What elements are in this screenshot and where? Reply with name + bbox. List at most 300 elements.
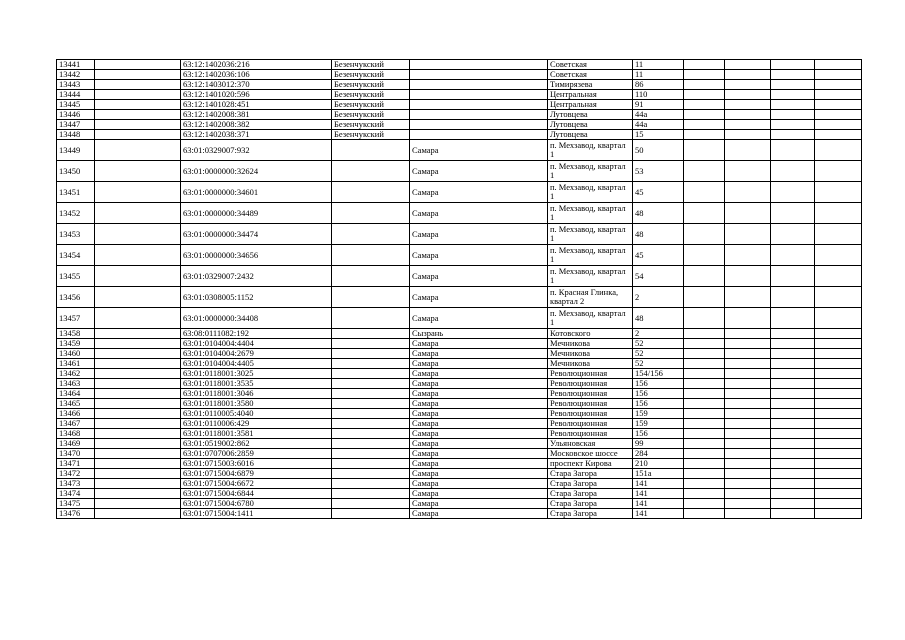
cell-id: 13442	[57, 70, 95, 80]
cell-blank-e	[815, 182, 862, 203]
cell-blank-d	[771, 389, 815, 399]
cell-blank-c	[725, 449, 771, 459]
cell-district: Безенчукский	[332, 80, 410, 90]
cell-district	[332, 349, 410, 359]
cell-house: 141	[633, 479, 684, 489]
cell-house: 2	[633, 329, 684, 339]
cell-id: 13441	[57, 60, 95, 70]
cell-street: Центральная	[548, 100, 633, 110]
cell-id: 13453	[57, 224, 95, 245]
cell-city: Самара	[410, 266, 548, 287]
cell-blank-e	[815, 339, 862, 349]
cell-id: 13448	[57, 130, 95, 140]
cell-id: 13446	[57, 110, 95, 120]
cell-house: 11	[633, 70, 684, 80]
table-body	[57, 60, 862, 519]
cell-city: Самара	[410, 489, 548, 499]
cell-blank-e	[815, 429, 862, 439]
cell-blank-b	[684, 449, 725, 459]
cell-cadastral: 63:01:0110005:4040	[181, 409, 332, 419]
cell-blank-e	[815, 60, 862, 70]
table-row	[57, 369, 862, 379]
table-row	[57, 90, 862, 100]
table-row	[57, 359, 862, 369]
cell-blank-c	[725, 70, 771, 80]
cell-cadastral: 63:01:0715004:6879	[181, 469, 332, 479]
cell-district	[332, 266, 410, 287]
cell-id: 13443	[57, 80, 95, 90]
cell-blank-b	[684, 339, 725, 349]
cell-district	[332, 203, 410, 224]
cell-city: Самара	[410, 459, 548, 469]
cell-district	[332, 140, 410, 161]
cell-blank-a	[95, 509, 181, 519]
cell-blank-c	[725, 329, 771, 339]
table-row	[57, 449, 862, 459]
cell-city: Самара	[410, 409, 548, 419]
cell-blank-e	[815, 509, 862, 519]
cell-blank-e	[815, 100, 862, 110]
cell-cadastral: 63:01:0104004:4404	[181, 339, 332, 349]
cell-house: 2	[633, 287, 684, 308]
cell-district: Безенчукский	[332, 130, 410, 140]
cell-blank-e	[815, 489, 862, 499]
cell-street: Мечникова	[548, 349, 633, 359]
cell-blank-b	[684, 379, 725, 389]
table-row	[57, 439, 862, 449]
cell-blank-e	[815, 349, 862, 359]
cell-blank-a	[95, 379, 181, 389]
table-row	[57, 203, 862, 224]
cell-id: 13460	[57, 349, 95, 359]
cell-street: Тимирязева	[548, 80, 633, 90]
cell-district	[332, 329, 410, 339]
cell-blank-b	[684, 161, 725, 182]
cell-blank-d	[771, 349, 815, 359]
cell-blank-c	[725, 489, 771, 499]
cell-blank-c	[725, 130, 771, 140]
cell-blank-a	[95, 120, 181, 130]
cell-blank-c	[725, 80, 771, 90]
cell-street: Стара Загора	[548, 489, 633, 499]
cell-cadastral: 63:01:0519002:862	[181, 439, 332, 449]
table-row	[57, 60, 862, 70]
cell-street: Революционная	[548, 429, 633, 439]
cell-blank-a	[95, 499, 181, 509]
cell-blank-e	[815, 399, 862, 409]
cell-district	[332, 499, 410, 509]
cell-blank-d	[771, 245, 815, 266]
cell-house: 91	[633, 100, 684, 110]
cell-house: 159	[633, 409, 684, 419]
cell-house: 44а	[633, 110, 684, 120]
cell-street: Котовского	[548, 329, 633, 339]
cell-street: Революционная	[548, 389, 633, 399]
cell-blank-b	[684, 245, 725, 266]
cell-cadastral: 63:01:0118001:3025	[181, 369, 332, 379]
cell-blank-a	[95, 224, 181, 245]
cell-blank-a	[95, 110, 181, 120]
cell-street: Центральная	[548, 90, 633, 100]
cell-cadastral: 63:01:0118001:3580	[181, 399, 332, 409]
cell-street: п. Красная Глинка, квартал 2	[548, 287, 633, 308]
cell-blank-a	[95, 399, 181, 409]
cell-district	[332, 308, 410, 329]
cell-blank-e	[815, 439, 862, 449]
cell-blank-b	[684, 469, 725, 479]
cell-id: 13466	[57, 409, 95, 419]
cell-blank-e	[815, 308, 862, 329]
cell-blank-a	[95, 245, 181, 266]
cell-blank-a	[95, 409, 181, 419]
cell-city: Самара	[410, 359, 548, 369]
cell-street: п. Мехзавод, квартал 1	[548, 266, 633, 287]
cell-district: Безенчукский	[332, 90, 410, 100]
cell-blank-d	[771, 266, 815, 287]
cell-house: 15	[633, 130, 684, 140]
table-row	[57, 419, 862, 429]
cell-blank-a	[95, 203, 181, 224]
cell-cadastral: 63:12:1403012:370	[181, 80, 332, 90]
cell-blank-d	[771, 161, 815, 182]
cell-cadastral: 63:01:0715004:1411	[181, 509, 332, 519]
cell-street: Советская	[548, 60, 633, 70]
cell-city: Самара	[410, 429, 548, 439]
cell-id: 13447	[57, 120, 95, 130]
cell-blank-a	[95, 359, 181, 369]
cell-blank-d	[771, 479, 815, 489]
cell-id: 13470	[57, 449, 95, 459]
cell-city: Самара	[410, 182, 548, 203]
cell-blank-b	[684, 120, 725, 130]
cell-blank-e	[815, 419, 862, 429]
cell-cadastral: 63:01:0715004:6844	[181, 489, 332, 499]
cell-blank-d	[771, 419, 815, 429]
cell-blank-b	[684, 399, 725, 409]
cell-blank-b	[684, 182, 725, 203]
table-row	[57, 70, 862, 80]
cell-blank-b	[684, 70, 725, 80]
cell-blank-e	[815, 224, 862, 245]
cell-blank-d	[771, 509, 815, 519]
cell-street: Революционная	[548, 379, 633, 389]
cell-blank-b	[684, 308, 725, 329]
cell-blank-a	[95, 369, 181, 379]
table-row	[57, 130, 862, 140]
cell-blank-e	[815, 329, 862, 339]
cell-house: 54	[633, 266, 684, 287]
cell-cadastral: 63:01:0000000:34489	[181, 203, 332, 224]
cell-house: 141	[633, 489, 684, 499]
cell-street: Мечникова	[548, 339, 633, 349]
cell-city: Самара	[410, 509, 548, 519]
cell-blank-d	[771, 399, 815, 409]
cell-street: проспект Кирова	[548, 459, 633, 469]
cell-blank-e	[815, 499, 862, 509]
cell-blank-b	[684, 509, 725, 519]
cell-blank-a	[95, 60, 181, 70]
cell-id: 13456	[57, 287, 95, 308]
cell-city: Самара	[410, 339, 548, 349]
cell-id: 13476	[57, 509, 95, 519]
cell-cadastral: 63:01:0000000:32624	[181, 161, 332, 182]
cell-blank-c	[725, 429, 771, 439]
cell-id: 13474	[57, 489, 95, 499]
cell-blank-b	[684, 479, 725, 489]
cell-blank-d	[771, 80, 815, 90]
cell-city: Самара	[410, 449, 548, 459]
table-row	[57, 479, 862, 489]
cell-house: 86	[633, 80, 684, 90]
table-row	[57, 224, 862, 245]
cell-blank-a	[95, 489, 181, 499]
cell-city	[410, 80, 548, 90]
cell-cadastral: 63:01:0308005:1152	[181, 287, 332, 308]
cell-blank-b	[684, 203, 725, 224]
cell-city	[410, 130, 548, 140]
cell-district	[332, 449, 410, 459]
cell-cadastral: 63:01:0104004:2679	[181, 349, 332, 359]
cell-id: 13462	[57, 369, 95, 379]
table-row	[57, 489, 862, 499]
cell-district	[332, 489, 410, 499]
cell-blank-c	[725, 409, 771, 419]
cell-cadastral: 63:01:0715004:6672	[181, 479, 332, 489]
cell-house: 52	[633, 359, 684, 369]
cell-city: Самара	[410, 245, 548, 266]
cell-blank-c	[725, 359, 771, 369]
cell-blank-b	[684, 100, 725, 110]
cell-house: 45	[633, 245, 684, 266]
cell-blank-d	[771, 499, 815, 509]
cell-district	[332, 479, 410, 489]
cell-blank-d	[771, 359, 815, 369]
cell-blank-a	[95, 439, 181, 449]
cell-id: 13454	[57, 245, 95, 266]
cell-blank-d	[771, 459, 815, 469]
table-row	[57, 266, 862, 287]
cell-blank-a	[95, 182, 181, 203]
cell-district	[332, 182, 410, 203]
property-table	[56, 59, 862, 519]
cell-city: Самара	[410, 419, 548, 429]
table-row	[57, 287, 862, 308]
table-row	[57, 182, 862, 203]
cell-cadastral: 63:01:0118001:3535	[181, 379, 332, 389]
cell-blank-a	[95, 308, 181, 329]
cell-blank-b	[684, 389, 725, 399]
cell-street: Ульяновская	[548, 439, 633, 449]
cell-id: 13459	[57, 339, 95, 349]
cell-blank-a	[95, 329, 181, 339]
table-row	[57, 120, 862, 130]
table-row	[57, 399, 862, 409]
cell-cadastral: 63:01:0715003:6016	[181, 459, 332, 469]
cell-blank-e	[815, 449, 862, 459]
table-row	[57, 339, 862, 349]
cell-house: 53	[633, 161, 684, 182]
table-row	[57, 389, 862, 399]
cell-blank-c	[725, 469, 771, 479]
cell-id: 13444	[57, 90, 95, 100]
cell-cadastral: 63:01:0329007:932	[181, 140, 332, 161]
cell-district	[332, 429, 410, 439]
cell-blank-b	[684, 80, 725, 90]
cell-id: 13468	[57, 429, 95, 439]
cell-blank-d	[771, 100, 815, 110]
table-row	[57, 469, 862, 479]
cell-blank-a	[95, 100, 181, 110]
cell-id: 13464	[57, 389, 95, 399]
cell-cadastral: 63:12:1402038:371	[181, 130, 332, 140]
cell-house: 284	[633, 449, 684, 459]
cell-blank-e	[815, 389, 862, 399]
table-row	[57, 429, 862, 439]
cell-district	[332, 399, 410, 409]
cell-blank-c	[725, 161, 771, 182]
cell-house: 99	[633, 439, 684, 449]
cell-district	[332, 409, 410, 419]
cell-blank-c	[725, 369, 771, 379]
cell-house: 156	[633, 379, 684, 389]
cell-blank-c	[725, 339, 771, 349]
cell-blank-d	[771, 308, 815, 329]
cell-blank-b	[684, 60, 725, 70]
cell-blank-b	[684, 429, 725, 439]
cell-blank-b	[684, 130, 725, 140]
cell-blank-a	[95, 287, 181, 308]
cell-cadastral: 63:01:0000000:34656	[181, 245, 332, 266]
cell-cadastral: 63:08:0111082:192	[181, 329, 332, 339]
cell-blank-c	[725, 140, 771, 161]
cell-cadastral: 63:01:0110006:429	[181, 419, 332, 429]
cell-district	[332, 509, 410, 519]
cell-house: 210	[633, 459, 684, 469]
cell-blank-b	[684, 439, 725, 449]
cell-street: Лутовцева	[548, 130, 633, 140]
cell-blank-c	[725, 308, 771, 329]
cell-blank-b	[684, 110, 725, 120]
table-row	[57, 100, 862, 110]
cell-blank-d	[771, 379, 815, 389]
cell-cadastral: 63:12:1401020:596	[181, 90, 332, 100]
cell-city	[410, 120, 548, 130]
cell-city: Самара	[410, 389, 548, 399]
cell-blank-d	[771, 110, 815, 120]
cell-street: п. Мехзавод, квартал 1	[548, 224, 633, 245]
cell-blank-d	[771, 120, 815, 130]
cell-blank-b	[684, 409, 725, 419]
cell-blank-a	[95, 469, 181, 479]
cell-district: Безенчукский	[332, 60, 410, 70]
cell-street: Лутовцева	[548, 110, 633, 120]
cell-blank-d	[771, 449, 815, 459]
cell-id: 13472	[57, 469, 95, 479]
cell-blank-d	[771, 60, 815, 70]
cell-street: п. Мехзавод, квартал 1	[548, 203, 633, 224]
cell-blank-c	[725, 509, 771, 519]
cell-street: Революционная	[548, 369, 633, 379]
cell-street: п. Мехзавод, квартал 1	[548, 140, 633, 161]
cell-city	[410, 110, 548, 120]
cell-district	[332, 459, 410, 469]
cell-blank-a	[95, 90, 181, 100]
cell-blank-c	[725, 110, 771, 120]
cell-blank-a	[95, 339, 181, 349]
cell-blank-b	[684, 287, 725, 308]
cell-blank-d	[771, 369, 815, 379]
cell-blank-c	[725, 399, 771, 409]
cell-blank-b	[684, 349, 725, 359]
cell-blank-e	[815, 369, 862, 379]
cell-house: 110	[633, 90, 684, 100]
cell-district	[332, 224, 410, 245]
cell-id: 13449	[57, 140, 95, 161]
cell-blank-a	[95, 429, 181, 439]
cell-district	[332, 389, 410, 399]
cell-house: 44а	[633, 120, 684, 130]
cell-city: Сызрань	[410, 329, 548, 339]
cell-street: Революционная	[548, 399, 633, 409]
cell-city	[410, 90, 548, 100]
cell-blank-d	[771, 429, 815, 439]
cell-district	[332, 287, 410, 308]
cell-house: 48	[633, 203, 684, 224]
cell-street: Стара Загора	[548, 479, 633, 489]
cell-blank-a	[95, 70, 181, 80]
cell-blank-e	[815, 469, 862, 479]
cell-house: 156	[633, 429, 684, 439]
cell-city	[410, 100, 548, 110]
cell-district	[332, 419, 410, 429]
cell-house: 50	[633, 140, 684, 161]
cell-cadastral: 63:01:0118001:3046	[181, 389, 332, 399]
cell-cadastral: 63:01:0000000:34601	[181, 182, 332, 203]
cell-id: 13451	[57, 182, 95, 203]
cell-house: 156	[633, 389, 684, 399]
cell-blank-c	[725, 439, 771, 449]
cell-cadastral: 63:12:1402036:216	[181, 60, 332, 70]
cell-blank-c	[725, 389, 771, 399]
cell-blank-a	[95, 130, 181, 140]
cell-house: 11	[633, 60, 684, 70]
cell-blank-b	[684, 359, 725, 369]
cell-district	[332, 379, 410, 389]
cell-blank-d	[771, 469, 815, 479]
cell-id: 13445	[57, 100, 95, 110]
cell-blank-c	[725, 182, 771, 203]
cell-blank-b	[684, 140, 725, 161]
cell-id: 13475	[57, 499, 95, 509]
cell-blank-d	[771, 339, 815, 349]
cell-blank-b	[684, 419, 725, 429]
table-row	[57, 379, 862, 389]
cell-city: Самара	[410, 224, 548, 245]
cell-blank-c	[725, 100, 771, 110]
cell-blank-c	[725, 459, 771, 469]
cell-blank-e	[815, 90, 862, 100]
cell-street: Революционная	[548, 419, 633, 429]
table-row	[57, 499, 862, 509]
cell-cadastral: 63:01:0104004:4405	[181, 359, 332, 369]
cell-district	[332, 245, 410, 266]
cell-blank-a	[95, 459, 181, 469]
cell-id: 13467	[57, 419, 95, 429]
table-row	[57, 80, 862, 90]
cell-district: Безенчукский	[332, 100, 410, 110]
cell-house: 159	[633, 419, 684, 429]
cell-cadastral: 63:01:0000000:34474	[181, 224, 332, 245]
